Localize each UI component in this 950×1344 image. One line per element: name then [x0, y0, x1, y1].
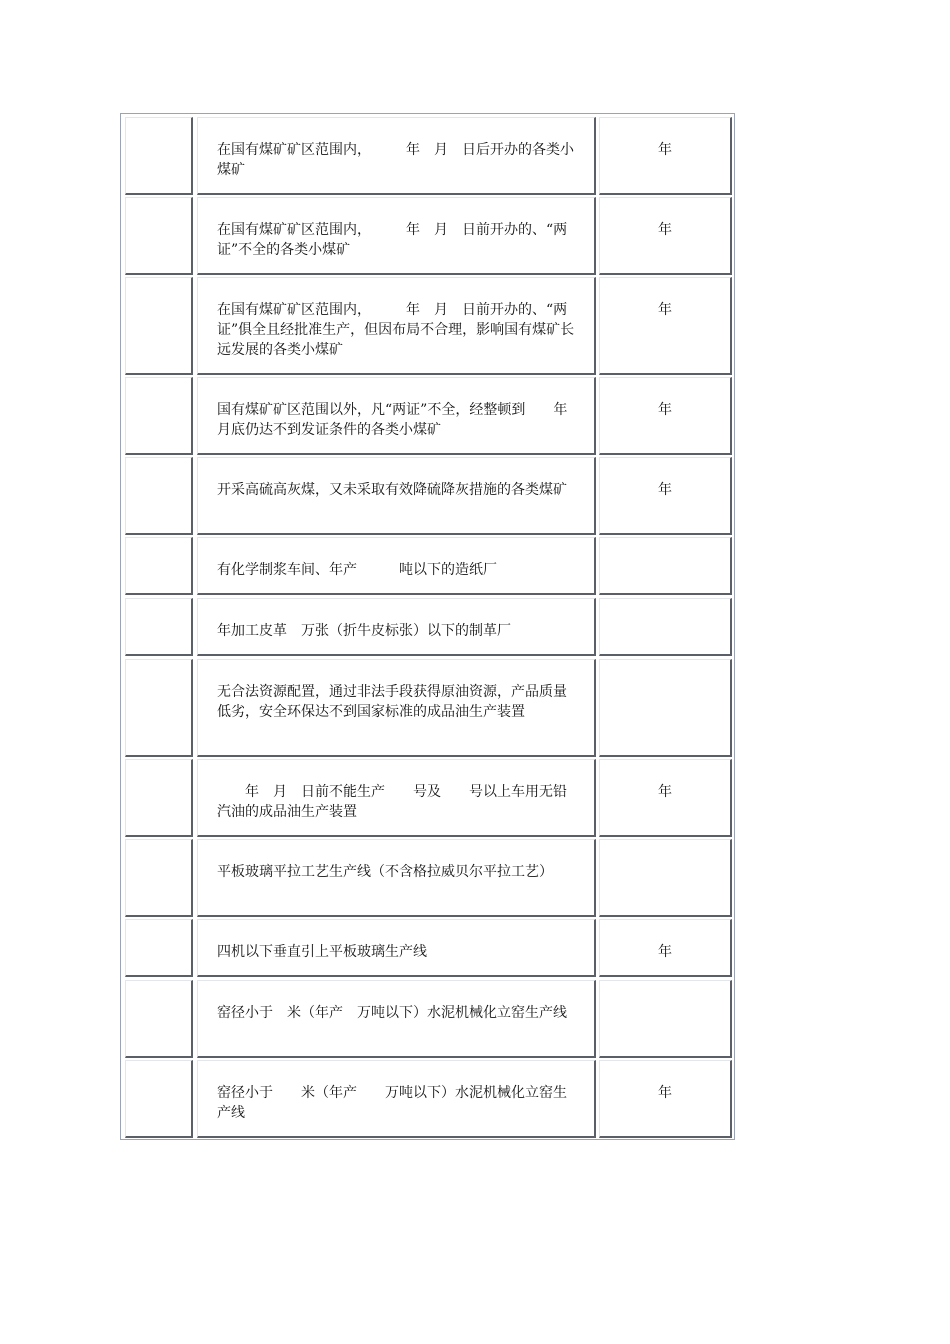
- description-text: 有化学制浆车间、年产 吨以下的造纸厂: [217, 562, 497, 578]
- description-cell: [197, 980, 596, 1058]
- period-text: 年: [658, 142, 672, 158]
- period-cell: [599, 1060, 732, 1138]
- row-number-cell: [125, 659, 193, 757]
- table-row: [121, 537, 734, 595]
- description-cell: [197, 1060, 596, 1138]
- description-text: 国有煤矿矿区范围以外，凡“两证”不全，经整顿到 年 月底仍达不到发证条件的各类小煤矿: [217, 402, 582, 438]
- period-text: 年: [658, 222, 672, 238]
- description-cell: [197, 759, 596, 837]
- period-text: 年: [658, 1085, 672, 1101]
- table-row: [121, 659, 734, 757]
- description-cell: [197, 537, 596, 595]
- table-row: [121, 277, 734, 375]
- row-number-cell: [125, 537, 193, 595]
- description-text: 窑径小于 米（年产 万吨以下）水泥机械化立窑生产线: [217, 1085, 567, 1121]
- description-text: 无合法资源配置，通过非法手段获得原油资源，产品质量低劣，安全环保达不到国家标准的成品油生产装置: [217, 684, 567, 720]
- period-cell: [599, 117, 732, 195]
- row-number-cell: [125, 839, 193, 917]
- description-cell: [197, 377, 596, 455]
- description-text: 在国有煤矿矿区范围内， 年 月 日后开办的各类小煤矿: [217, 142, 574, 178]
- table-row: [121, 980, 734, 1058]
- table-row: [121, 377, 734, 455]
- restriction-table: [120, 113, 735, 1140]
- row-number-cell: [125, 598, 193, 656]
- row-number-cell: [125, 980, 193, 1058]
- table-row: [121, 117, 734, 195]
- period-cell: [599, 537, 732, 595]
- period-cell: [599, 659, 732, 757]
- row-number-cell: [125, 919, 193, 977]
- description-cell: [197, 117, 596, 195]
- row-number-cell: [125, 197, 193, 275]
- table-row: [121, 197, 734, 275]
- description-text: 在国有煤矿矿区范围内， 年 月 日前开办的、“两证”不全的各类小煤矿: [217, 222, 568, 258]
- table-row: [121, 919, 734, 977]
- row-number-cell: [125, 457, 193, 535]
- period-cell: [599, 377, 732, 455]
- description-text: 年 月 日前不能生产 号及 号以上车用无铅汽油的成品油生产装置: [217, 784, 567, 820]
- description-cell: [197, 839, 596, 917]
- table-row: [121, 457, 734, 535]
- description-text: 开采高硫高灰煤，又未采取有效降硫降灰措施的各类煤矿: [217, 482, 567, 498]
- description-cell: [197, 197, 596, 275]
- table-row: [121, 759, 734, 837]
- description-cell: [197, 919, 596, 977]
- row-number-cell: [125, 377, 193, 455]
- period-text: 年: [658, 784, 672, 800]
- period-cell: [599, 277, 732, 375]
- description-cell: [197, 659, 596, 757]
- period-cell: [599, 980, 732, 1058]
- description-text: 窑径小于 米（年产 万吨以下）水泥机械化立窑生产线: [217, 1005, 567, 1021]
- description-text: 四机以下垂直引上平板玻璃生产线: [217, 944, 427, 960]
- row-number-cell: [125, 117, 193, 195]
- description-text: 平板玻璃平拉工艺生产线（不含格拉威贝尔平拉工艺）: [217, 864, 553, 880]
- row-number-cell: [125, 1060, 193, 1138]
- period-cell: [599, 598, 732, 656]
- period-text: 年: [658, 402, 672, 418]
- period-text: 年: [658, 302, 672, 318]
- period-cell: [599, 759, 732, 837]
- description-text: 在国有煤矿矿区范围内， 年 月 日前开办的、“两证”俱全且经批准生产，但因布局不合理，影响国有煤矿长远发展的各类小煤矿: [217, 302, 575, 358]
- description-cell: [197, 457, 596, 535]
- period-text: 年: [658, 482, 672, 498]
- period-cell: [599, 839, 732, 917]
- description-text: 年加工皮革 万张（折牛皮标张）以下的制革厂: [217, 623, 511, 639]
- period-text: 年: [658, 944, 672, 960]
- table-row: [121, 598, 734, 656]
- description-cell: [197, 598, 596, 656]
- description-cell: [197, 277, 596, 375]
- table-row: [121, 1060, 734, 1138]
- table-row: [121, 839, 734, 917]
- period-cell: [599, 457, 732, 535]
- period-cell: [599, 919, 732, 977]
- row-number-cell: [125, 759, 193, 837]
- row-number-cell: [125, 277, 193, 375]
- period-cell: [599, 197, 732, 275]
